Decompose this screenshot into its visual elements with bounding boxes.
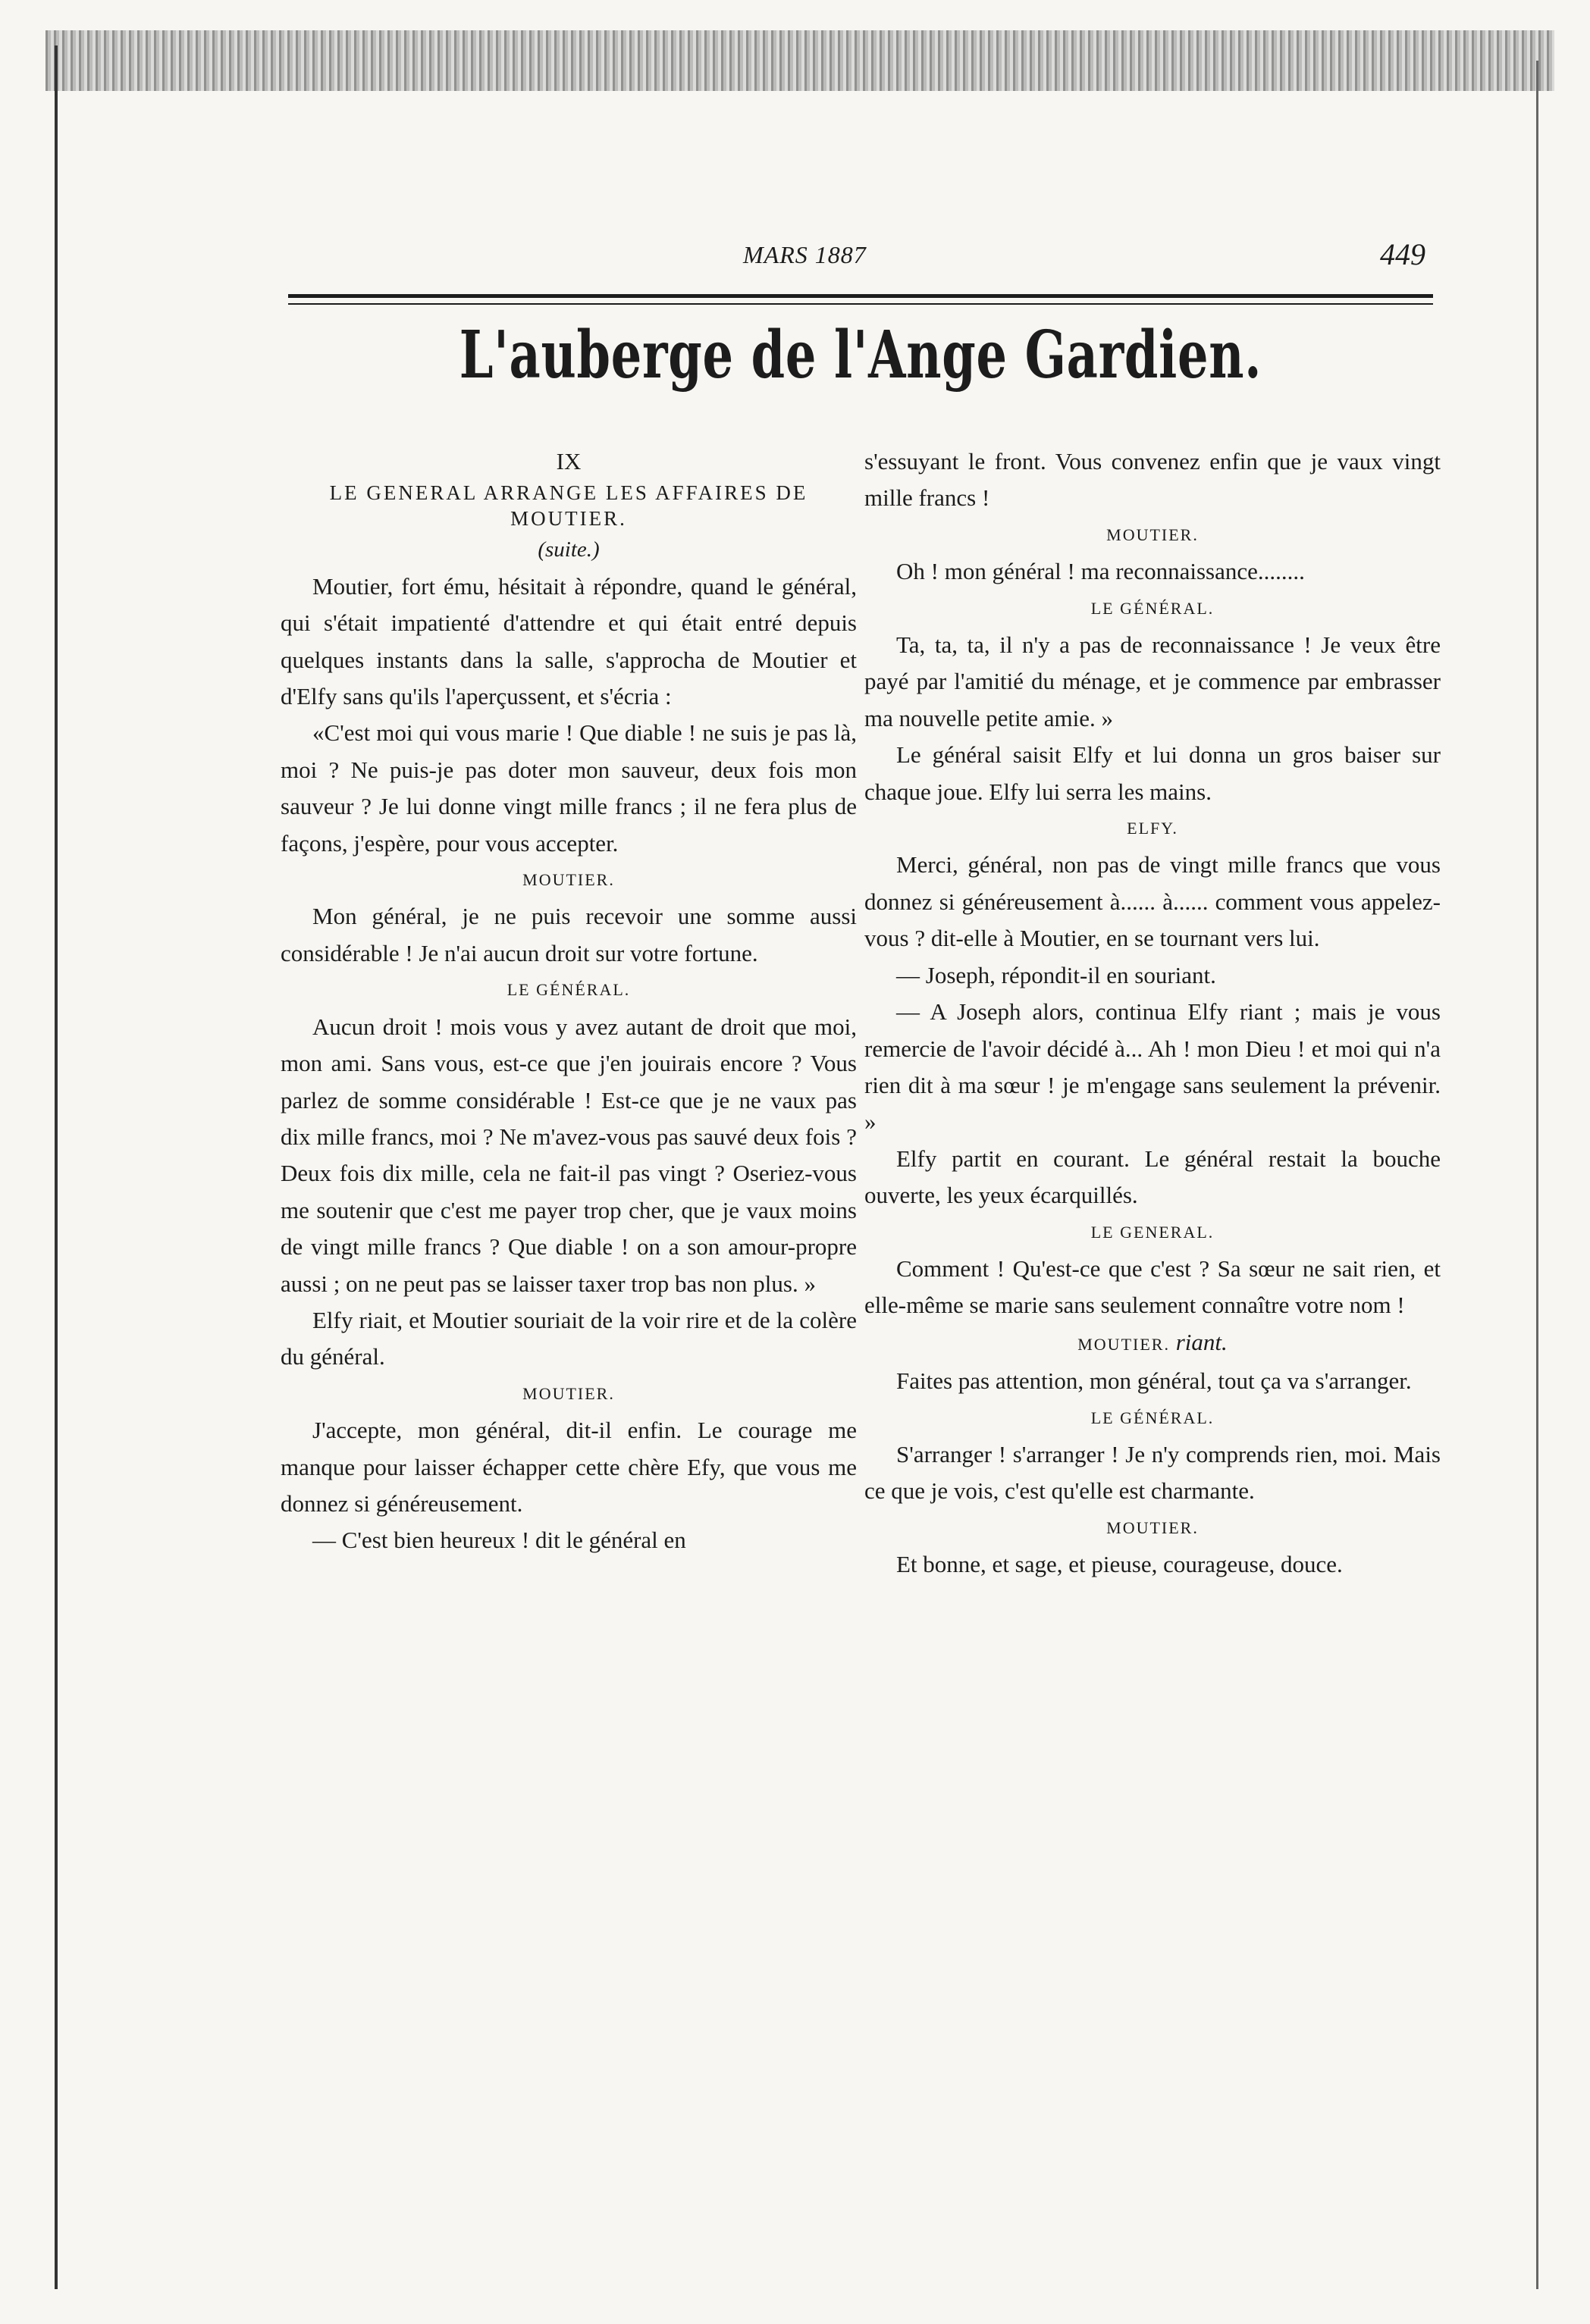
chapter-subtitle: (suite.) — [538, 537, 600, 562]
paragraph: Moutier, fort ému, hésitait à répondre, quand le général, qui s'était impatienté d'attendre et qui était entré depuis quelques instants dans la salle, s'approcha de Moutier et d'Elfy sans qu'ils l'aperçussent, et s'écria : — [281, 572, 857, 710]
page-right-border — [1536, 61, 1538, 2289]
paragraph: J'accepte, mon général, dit-il enfin. Le courage me manque pour laisser échapper cette chère Efy, que vous me donnez si généreusement. — [281, 1417, 857, 1517]
speaker-name: MOUTIER. — [1106, 1517, 1199, 1537]
header-rule-thin — [288, 303, 1433, 305]
scan-edge-band — [45, 30, 1554, 91]
speaker-name: MOUTIER. — [522, 1383, 615, 1403]
header-rule-thick — [288, 294, 1433, 298]
speaker-name: LE GENERAL. — [1090, 1222, 1215, 1242]
paragraph: — A Joseph alors, continua Elfy riant ; mais je vous remercie de l'avoir décidé à... Ah ! mon Dieu ! et moi qui n'a rien dit à ma sœur ! je m'engage sans seulement la prévenir. » — [864, 998, 1441, 1135]
speaker-name: MOUTIER. — [1077, 1334, 1170, 1354]
running-header — [288, 237, 1441, 287]
paragraph: Oh ! mon général ! ma reconnaissance........ — [896, 558, 1305, 585]
left-column-body — [281, 568, 857, 1559]
paragraph: Le général saisit Elfy et lui donna un gros baiser sur chaque joue. Elfy lui serra les mains. — [864, 741, 1441, 805]
paragraph: Comment ! Qu'est-ce que c'est ? Sa sœur ne sait rien, et elle-même se marie sans seulement connaître votre nom ! — [864, 1254, 1441, 1319]
left-column — [281, 443, 857, 1559]
speaker-label — [864, 1214, 1441, 1251]
paragraph: — Joseph, répondit-il en souriant. — [896, 961, 1216, 988]
right-column-body — [864, 443, 1441, 1583]
speaker-name: LE GÉNÉRAL. — [506, 980, 631, 1000]
stage-direction: riant. — [1169, 1328, 1228, 1355]
paragraph: Ta, ta, ta, il n'y a pas de reconnaissance ! Je veux être payé par l'amitié du ménage, et je commence par embrasser ma nouvelle petite amie. » — [864, 631, 1441, 731]
speaker-name: LE GÉNÉRAL. — [1090, 598, 1215, 618]
paragraph: — C'est bien heureux ! dit le général en — [312, 1527, 686, 1554]
page-number: 449 — [1380, 237, 1425, 271]
speaker-name: LE GÉNÉRAL. — [1090, 1408, 1215, 1427]
page-left-border — [55, 45, 58, 2289]
paragraph: s'essuyant le front. Vous convenez enfin que je vaux vingt mille francs ! — [864, 448, 1441, 512]
paragraph: «C'est moi qui vous marie ! Que diable ! ne suis je pas là, moi ? Ne puis-je pas doter mon sauveur, deux fois mon sauveur ? Je lui donne vingt mille francs ; il ne fera plus de façons, j'espère, pour vous accepter. — [281, 719, 857, 857]
paragraph: Faites pas attention, mon général, tout ça va s'arranger. — [896, 1367, 1412, 1395]
speaker-name: MOUTIER. — [522, 870, 615, 890]
issue-date: MARS 1887 — [743, 241, 867, 268]
speaker-label — [281, 972, 857, 1008]
paragraph: S'arranger ! s'arranger ! Je n'y comprends rien, moi. Mais ce que je vois, c'est qu'elle est charmante. — [864, 1440, 1441, 1505]
paragraph: Elfy riait, et Moutier souriait de la voir rire et de la colère du général. — [281, 1306, 857, 1370]
speaker-label — [864, 810, 1441, 847]
paragraph: Aucun droit ! mois vous y avez autant de droit que moi, mon ami. Sans vous, est-ce que j'en jouirais encore ? Vous parlez de somme considérable ! Est-ce que je ne vaux pas dix mille francs, moi ? Ne m'avez-vous pas sauvé deux fois ? Deux fois dix mille, cela ne fait-il pas vingt ? Oseriez-vous me soutenir que c'est me payer trop cher, que je vaux moins de vingt mille francs ? Que diable ! on a son amour-propre aussi ; on ne peut pas se laisser taxer trop bas non plus. » — [281, 1013, 857, 1297]
speaker-label — [864, 1510, 1441, 1546]
article-title: L'auberge de l'Ange Gardien. — [459, 317, 1262, 393]
speaker-label — [281, 862, 857, 898]
speaker-label — [864, 1324, 1441, 1363]
chapter-heading: LE GENERAL ARRANGE LES AFFAIRES DE MOUTIER. — [329, 481, 808, 531]
speaker-label — [281, 1376, 857, 1412]
speaker-label — [864, 517, 1441, 553]
speaker-label — [864, 590, 1441, 627]
chapter-number: IX — [556, 448, 582, 475]
paragraph: Mon général, je ne puis recevoir une somme aussi considérable ! Je n'ai aucun droit sur votre fortune. — [281, 903, 857, 966]
paragraph: Elfy partit en courant. Le général restait la bouche ouverte, les yeux écarquillés. — [864, 1145, 1441, 1209]
speaker-label — [864, 1400, 1441, 1436]
right-column — [864, 443, 1441, 1583]
paragraph: Merci, général, non pas de vingt mille francs que vous donnez si généreusement à...... à...... comment vous appelez-vous ? dit-elle à Moutier, en se tournant vers lui. — [864, 851, 1441, 952]
paragraph: Et bonne, et sage, et pieuse, courageuse, douce. — [896, 1551, 1343, 1578]
speaker-name: ELFY. — [1127, 819, 1178, 838]
speaker-name: MOUTIER. — [1106, 525, 1199, 544]
